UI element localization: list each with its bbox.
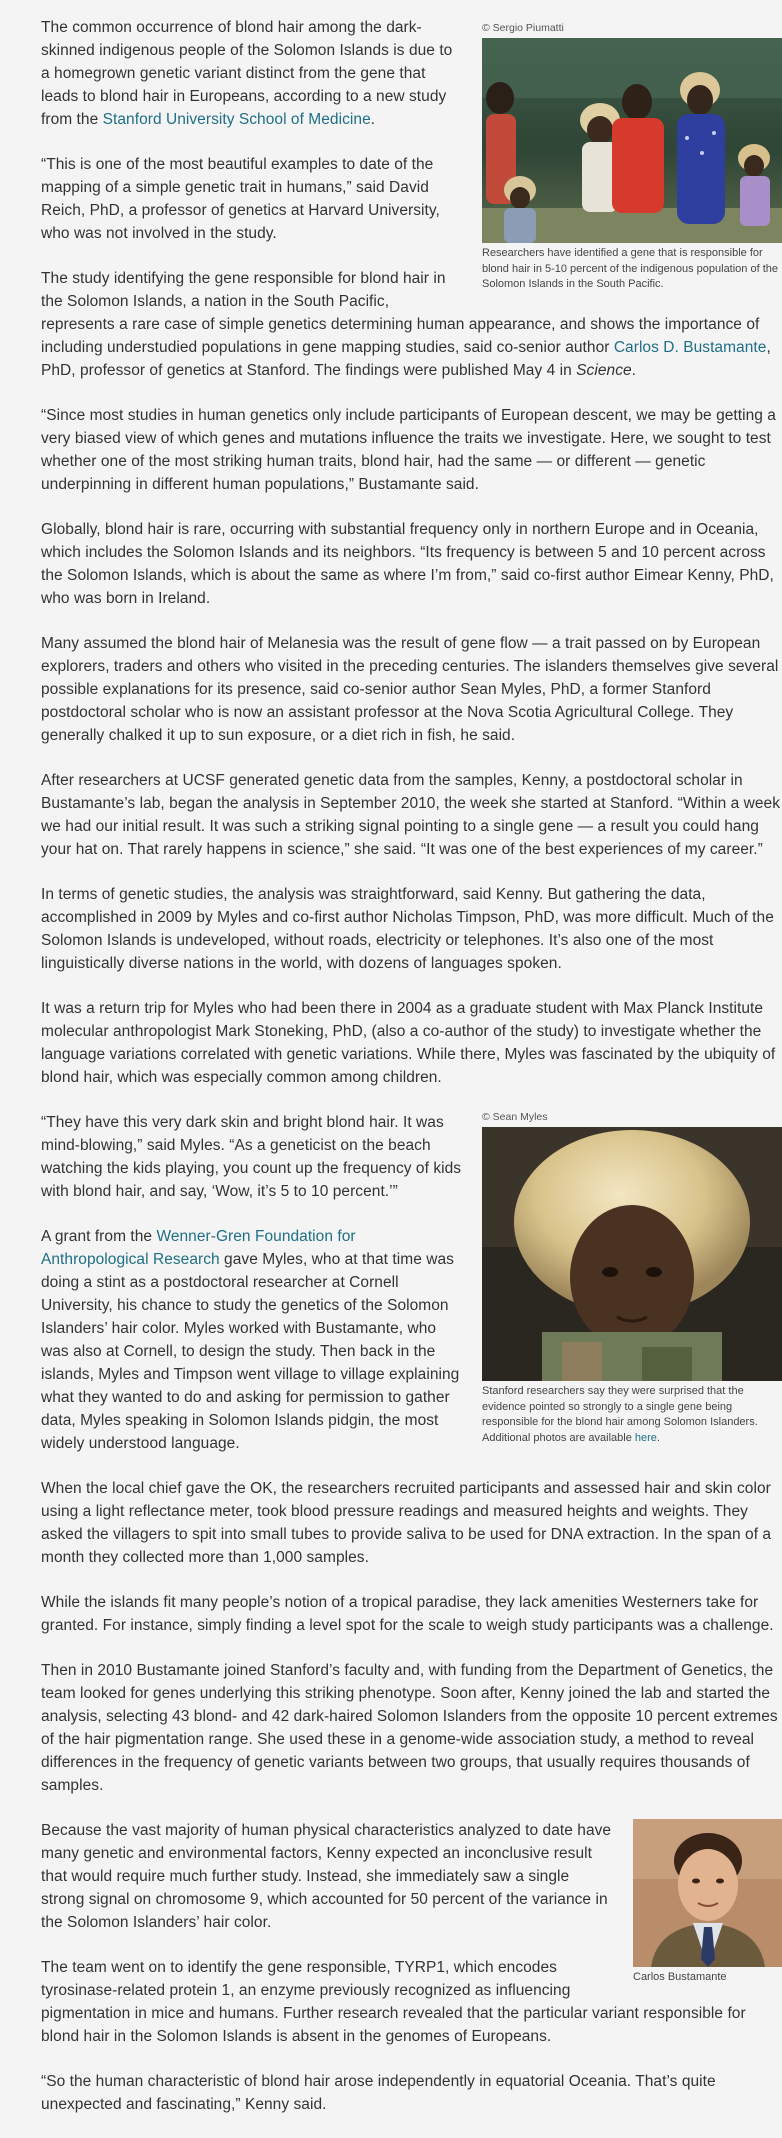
paragraph-2: “This is one of the most beautiful examples to date of the mapping of a simple genetic trait in humans,” said David Reich, PhD, a professor of genetics at Harvard University, who was not involved in the study.	[41, 156, 440, 242]
paragraph-6: Many assumed the blond hair of Melanesia was the result of gene flow — a trait passed on by European explorers, traders and others who visited in the preceding centuries. The islanders themselves give several possible explanations for its presence, said co-senior author Sean Myles, PhD, a former Stanford postdoctoral scholar who is now an assistant professor at the Nova Scotia Agricultural College. They generally chalked it up to sun exposure, or a diet rich in fish, he said.	[41, 635, 779, 744]
paragraph-16: The team went on to identify the gene responsible, TYRP1, which encodes tyrosinase-related protein 1, an enzyme previously recognized as influencing pigmentation in mice and humans. Further research revealed that the particular variant responsible for blond hair in the Solomon Islands is absent in the genomes of Europeans.	[41, 1959, 746, 2045]
paragraph-12: When the local chief gave the OK, the researchers recruited participants and assessed hair and skin color using a light reflectance meter, took blood pressure readings and measured heights and weights. They asked the villagers to spit into small tubes to provide saliva to be used for DNA extraction. In the span of a month they collected more than 1,000 samples.	[41, 1480, 772, 1566]
link-wenner-gren-foundation[interactable]: Wenner-Gren Foundation for Anthropological Research	[41, 1228, 356, 1268]
paragraph-3: The study identifying the gene responsible for blond hair in the Solomon Islands, a nation in the South Pacific, represents a rare case of simple genetics determining human appearance, and shows the importance of including understudied populations in gene mapping studies, said co-senior author Carlos D. Bustamante, PhD, professor of genetics at Stanford. The findings were published May 4 in Science.	[41, 270, 771, 379]
paragraph-5: Globally, blond hair is rare, occurring with substantial frequency only in northern Europe and in Oceania, which includes the Solomon Islands and its neighbors. “Its frequency is between 5 and 10 percent across the Solomon Islands, which is about the same as where I’m from,” said co-first author Eimear Kenny, PhD, who was born in Ireland.	[41, 521, 774, 607]
figure-carlos-bustamante	[633, 1819, 782, 1986]
photo-carlos-bustamante[interactable]	[633, 1819, 782, 1967]
paragraph-1: The common occurrence of blond hair among the dark-skinned indigenous people of the Solomon Islands is due to a homegrown genetic variant distinct from the gene that leads to blond hair in Europeans, according to a new study from the Stanford University School of Medicine.	[41, 19, 453, 128]
photo-solomon-family[interactable]	[482, 38, 782, 243]
paragraph-14: Then in 2010 Bustamante joined Stanford’s faculty and, with funding from the Department of Genetics, the team looked for genes underlying this striking phenotype. Soon after, Kenny joined the lab and started the analysis, selecting 43 blond- and 42 dark-haired Solomon Islanders from the opposite 10 percent extremes of the hair pigmentation range. She used these in a genome-wide association study, a method to reveal differences in the frequency of genetic variants between two groups, that usually requires thousands of samples.	[41, 1662, 778, 1794]
photo-blond-child[interactable]	[482, 1127, 782, 1381]
photo-credit: © Sean Myles	[482, 1111, 548, 1123]
link-additional-photos[interactable]: here	[634, 1431, 657, 1444]
figure-blond-child	[482, 1111, 782, 1446]
paragraph-11: A grant from the Wenner-Gren Foundation for Anthropological Research gave Myles, who at that time was doing a stint as a postdoctoral researcher at Cornell University, his chance to study the genetics of the Solomon Islanders’ hair color. Myles worked with Bustamante, who was also at Cornell, to design the study. Then back in the islands, Myles and Timpson went village to village explaining what they wanted to do and asking for permission to gather data, Myles speaking in Solomon Islands pidgin, the most widely understood language.	[41, 1228, 460, 1452]
paragraph-4: “Since most studies in human genetics only include participants of European descent, we may be getting a very biased view of which genes and mutations influence the traits we investigate. Here, we sought to test whether one of the most striking human traits, blond hair, had the same — or different — genetic underpinning in different human populations,” Bustamante said.	[41, 407, 776, 493]
paragraph-13: While the islands fit many people’s notion of a tropical paradise, they lack amenities Westerners take for granted. For instance, simply finding a level spot for the scale to weigh study participants was a challenge.	[41, 1594, 774, 1634]
paragraph-17: “So the human characteristic of blond hair arose independently in equatorial Oceania. That’s quite unexpected and fascinating,” Kenny said.	[41, 2073, 716, 2113]
photo-caption: Researchers have identified a gene that is responsible for blond hair in 5-10 percent of the indigenous population of the Solomon Islands in the South Pacific.	[482, 247, 778, 290]
paragraph-15: Because the vast majority of human physical characteristics analyzed to date have many genetic and environmental factors, Kenny expected an inconclusive result that would require much further study. Instead, she immediately saw a single strong signal on chromosome 9, which accounted for 50 percent of the variance in the Solomon Islanders’ hair color.	[41, 1822, 612, 1931]
link-carlos-bustamante[interactable]: Carlos D. Bustamante	[613, 339, 767, 356]
paragraph-7: After researchers at UCSF generated genetic data from the samples, Kenny, a postdoctoral scholar in Bustamante’s lab, began the analysis in September 2010, the week she started at Stanford. “Within a week we had our initial result. It was such a striking signal pointing to a single gene — a result you could hang your hat on. That rarely happens in science,” she said. “It was one of the best experiences of my career.”	[41, 772, 781, 858]
photo-caption: Stanford researchers say they were surprised that the evidence pointed so strongly to a single gene being responsible for the blond hair among Solomon Islanders. Additional photos are available here.	[482, 1385, 758, 1444]
paragraph-8: In terms of genetic studies, the analysis was straightforward, said Kenny. But gathering the data, accomplished in 2009 by Myles and co-first author Nicholas Timpson, PhD, was more difficult. Much of the Solomon Islands is undeveloped, without roads, electricity or telephones. It’s also one of the most linguistically diverse nations in the world, with dozens of languages spoken.	[41, 886, 774, 972]
photo-credit: © Sergio Piumatti	[482, 22, 564, 34]
photo-caption: Carlos Bustamante	[633, 1971, 727, 1983]
paragraph-10: “They have this very dark skin and bright blond hair. It was mind-blowing,” said Myles. “As a geneticist on the beach watching the kids playing, you count up the frequency of kids with blond hair, and say, ‘Wow, it’s 5 to 10 percent.’”	[41, 1114, 462, 1200]
link-stanford-medicine[interactable]: Stanford University School of Medicine	[102, 111, 371, 128]
paragraph-9: It was a return trip for Myles who had been there in 2004 as a graduate student with Max Planck Institute molecular anthropologist Mark Stoneking, PhD, (also a co-author of the study) to investigate whether the language variations correlated with genetic variations. While there, Myles was fascinated by the ubiquity of blond hair, which was especially common among children.	[41, 1000, 776, 1086]
figure-solomon-family	[482, 22, 782, 293]
